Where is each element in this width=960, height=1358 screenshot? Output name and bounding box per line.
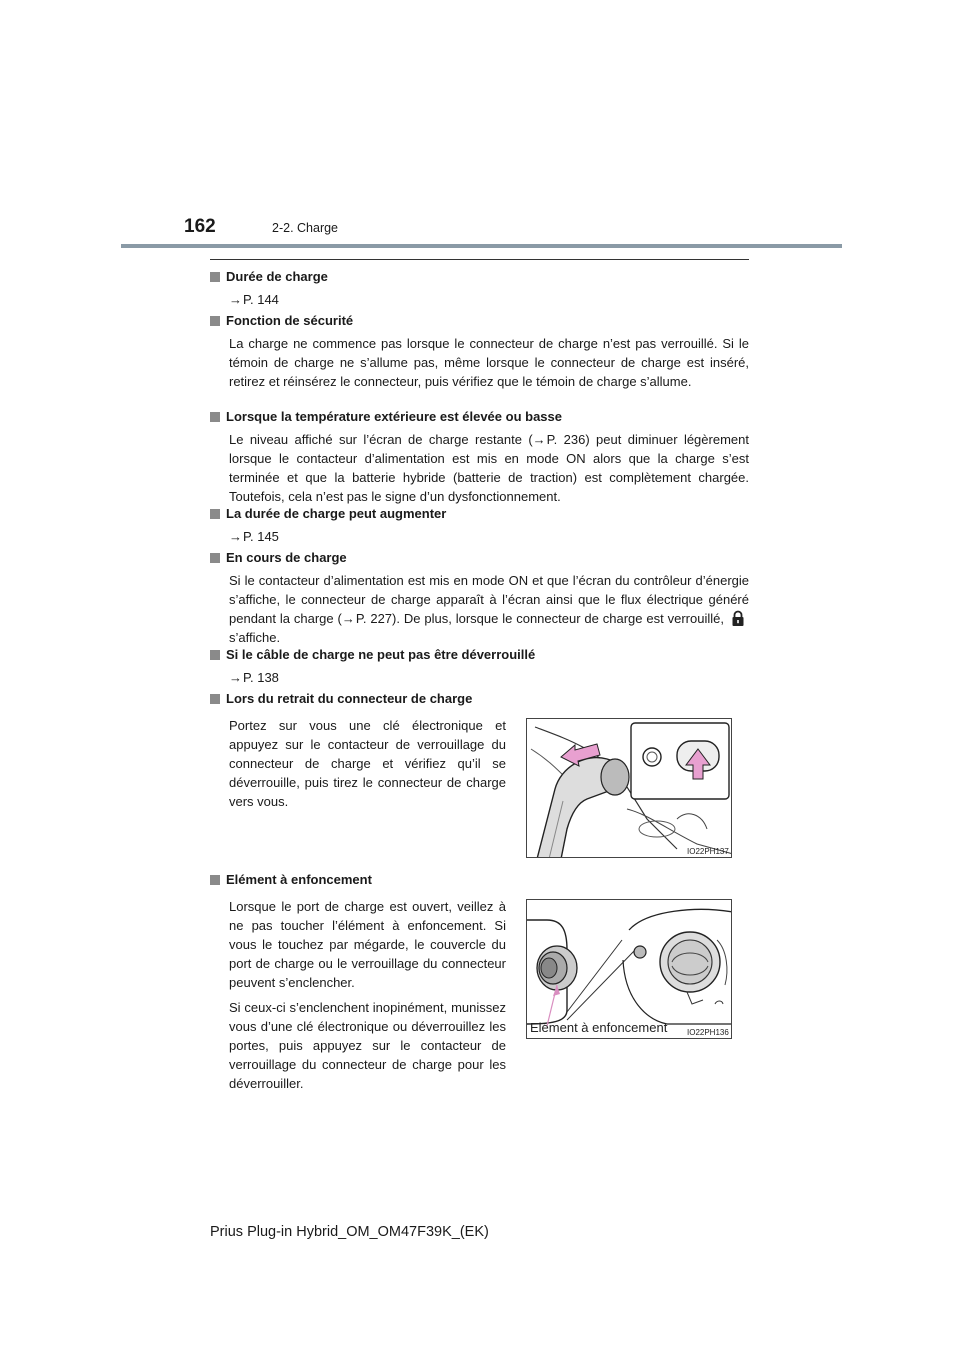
header-section-title: 2-2. Charge — [272, 221, 339, 235]
section-heading: Elément à enfoncement — [210, 871, 749, 889]
section-heading: Durée de charge — [210, 268, 749, 286]
section-safety-function — [210, 312, 749, 391]
figure-connector-removal — [526, 718, 732, 858]
bullet-square-icon — [210, 272, 220, 282]
figure-caption: Elément à enfoncement — [530, 1020, 668, 1035]
section-heading: La durée de charge peut augmenter — [210, 505, 749, 523]
section-heading: En cours de charge — [210, 549, 749, 567]
section-push-element — [210, 871, 749, 889]
connector-removal-body: Portez sur vous une clé électronique et appuyez sur le contacteur de verrouillage du connecteur de charge et vérifiez qu’il se déverrouille, puis tirez le connecteur de charge vers vous. — [229, 718, 506, 809]
page-reference: →P. 144 — [229, 292, 279, 307]
bullet-square-icon — [210, 509, 220, 519]
bullet-square-icon — [210, 875, 220, 885]
figure-push-element — [526, 899, 732, 1039]
padlock-icon — [730, 610, 746, 627]
push-element-body-1: Lorsque le port de charge est ouvert, veillez à ne pas toucher l’élément à enfoncement. Si vous le touchez par mégarde, le couvercle du port de charge ou le verrouillage du connecteur peuvent s’enclencher. — [229, 899, 506, 990]
footer-document-id: Prius Plug-in Hybrid_OM_OM47F39K_(EK) — [210, 1224, 489, 1240]
section-during-charge — [210, 549, 749, 647]
content-top-rule — [210, 259, 749, 260]
section-body: La charge ne commence pas lorsque le connecteur de charge n’est pas verrouillé. Si le témoin de charge ne s’allume pas, même lorsque le connecteur de charge est inséré, retirez et réinsérez le connecteur, puis vérifiez que le témoin de charge s’allume. — [229, 336, 749, 389]
figure-code: IO22PH137 — [687, 847, 729, 856]
section-cable-unlock — [210, 646, 749, 687]
page-number: 162 — [184, 216, 216, 237]
charge-port-illustration — [527, 900, 732, 1039]
header-rule — [121, 244, 842, 248]
push-element-body-2: Si ceux-ci s’enclenchent inopinément, munissez vous d’une clé électronique ou déverrouillez les portes, puis appuyez sur le contacteur de verrouillage du connecteur de charge pour les déverrouiller. — [229, 1000, 506, 1091]
bullet-square-icon — [210, 316, 220, 326]
figure-code: IO22PH136 — [687, 1028, 729, 1037]
section-heading: Lorsque la température extérieure est élevée ou basse — [210, 408, 749, 426]
section-temperature — [210, 408, 749, 506]
bullet-square-icon — [210, 412, 220, 422]
section-heading: Fonction de sécurité — [210, 312, 749, 330]
connector-illustration — [527, 719, 732, 858]
section-body: Le niveau affiché sur l’écran de charge restante (→P. 236) peut diminuer légèrement lorsque le contacteur d’alimentation est mis en mode ON alors que la charge s’est terminée et que la batterie hybride (batterie de traction) est complètement chargée. Toutefois, cela n’est pas le signe d’un dysfonctionnement. — [229, 432, 749, 504]
page-reference: →P. 138 — [229, 670, 279, 685]
section-charge-time-increase — [210, 505, 749, 546]
bullet-square-icon — [210, 694, 220, 704]
bullet-square-icon — [210, 650, 220, 660]
page-reference: →P. 145 — [229, 529, 279, 544]
section-heading: Si le câble de charge ne peut pas être déverrouillé — [210, 646, 749, 664]
section-connector-removal — [210, 690, 749, 708]
section-heading: Lors du retrait du connecteur de charge — [210, 690, 749, 708]
section-body: Si le contacteur d’alimentation est mis en mode ON et que l’écran du contrôleur d’énergie s’affiche, le connecteur de charge apparaît à l’écran ainsi que le flux électrique généré pendant la charge (→P. 227). De plus, lorsque le connecteur de charge est verrouillé,s’affiche. — [229, 573, 749, 645]
bullet-square-icon — [210, 553, 220, 563]
section-charge-duration — [210, 268, 749, 309]
